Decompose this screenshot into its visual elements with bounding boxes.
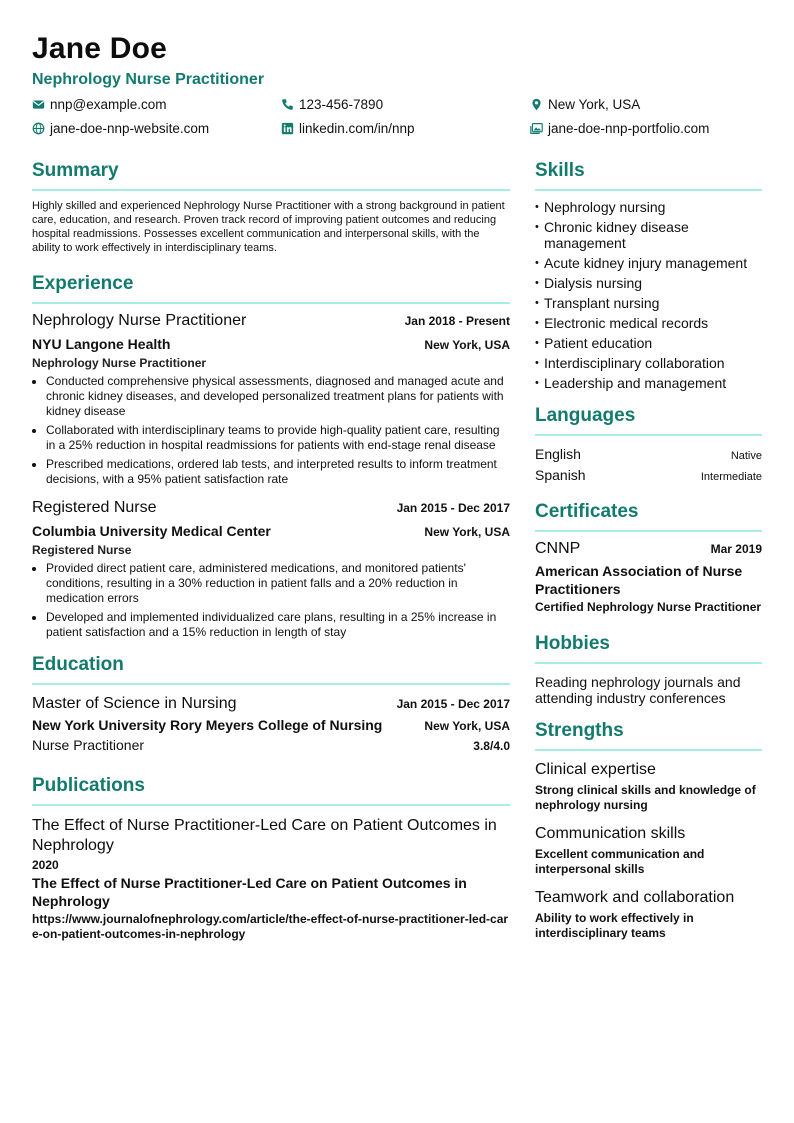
location-text: New York, USA [548,97,641,112]
languages-section [535,405,762,483]
website-text: jane-doe-nnp-website.com [50,121,210,136]
job-role: Registered Nurse [32,543,132,557]
job-title: Nephrology Nurse Practitioner [32,312,247,329]
education-dates: Jan 2015 - Dec 2017 [396,697,510,711]
contact-phone[interactable] [281,97,383,112]
gpa: 3.8/4.0 [473,739,510,753]
certificate-name: CNNP [535,540,581,557]
field-of-study: Nurse Practitioner [32,737,145,753]
contact-linkedin[interactable] [281,121,415,136]
languages-heading: Languages [535,405,762,436]
job-bullet: • Prescribed medications, ordered lab tests, and interpreted results to inform treatment decisions, with a 95% patient satisfaction rate [46,457,510,487]
summary-heading: Summary [32,160,510,191]
strength-title: Teamwork and collaboration [535,889,735,906]
hobby-text: Reading nephrology journals and attending industry conferences [535,674,741,706]
skills-list [535,199,762,391]
language-row [535,446,762,462]
summary-text: Highly skilled and experienced Nephrology Nurse Practitioner with a strong background in patient care, education, and research. Proven track record of improving patient outcomes and reducing hospital readmissions. Possesses excellent communication and interpersonal skills, with the ability to work effectively in interdisciplinary teams. [32,200,505,254]
school-name: New York University Rory Meyers College of Nursing [32,717,383,733]
hobbies-section [535,633,762,706]
certificates-heading: Certificates [535,501,762,532]
job-dates: Jan 2015 - Dec 2017 [396,501,510,515]
globe-icon [32,122,45,135]
phone-icon [281,98,294,111]
certificate-issuer: American Association of Nurse Practitioners [535,563,743,597]
job-bullets [32,561,510,640]
language-name: Spanish [535,467,586,483]
skill-item: • Nephrology nursing [535,199,762,215]
publication-year: 2020 [32,858,59,872]
employer-location: New York, USA [424,525,510,539]
map-pin-icon [530,98,543,111]
envelope-icon [32,98,45,111]
degree-name: Master of Science in Nursing [32,695,237,712]
skill-item: • Acute kidney injury management [535,255,762,271]
skill-item: • Electronic medical records [535,315,762,331]
job-role: Nephrology Nurse Practitioner [32,356,207,370]
skill-item: • Interdisciplinary collaboration [535,355,762,371]
job-bullet: • Conducted comprehensive physical assessments, diagnosed and managed acute and chronic kidney diseases, and developed personalized treatment plans for patients with kidney disease [46,374,510,419]
experience-entry [32,499,510,640]
employer-location: New York, USA [424,338,510,352]
experience-section [32,273,510,640]
hobbies-heading: Hobbies [535,633,762,664]
certificate-date: Mar 2019 [710,542,762,556]
skill-item: • Dialysis nursing [535,275,762,291]
experience-entry [32,312,510,487]
strength-title: Clinical expertise [535,761,656,778]
language-row [535,467,762,483]
skill-item: • Chronic kidney disease management [535,219,762,251]
publications-section [32,775,510,942]
contact-location [530,97,640,112]
linkedin-icon [281,122,294,135]
education-heading: Education [32,654,510,685]
portfolio-image-icon [530,122,543,135]
phone-text: 123-456-7890 [299,97,384,112]
skill-item: • Leadership and management [535,375,762,391]
skill-item: • Transplant nursing [535,295,762,311]
contact-bar [32,97,762,147]
left-column [32,160,510,942]
education-section [32,654,510,753]
employer-name: NYU Langone Health [32,336,171,352]
skill-item: • Patient education [535,335,762,351]
language-level: Intermediate [700,471,762,483]
portfolio-text: jane-doe-nnp-portfolio.com [548,121,710,136]
employer-name: Columbia University Medical Center [32,523,271,539]
publications-heading: Publications [32,775,510,806]
candidate-name: Jane Doe [32,32,167,65]
skills-section [535,160,762,391]
language-level: Native [730,450,762,462]
contact-website[interactable] [32,121,209,136]
contact-portfolio[interactable] [530,121,709,136]
strengths-heading: Strengths [535,720,762,751]
job-title: Registered Nurse [32,499,157,516]
strength-description: Excellent communication and interpersonal skills [535,847,705,876]
certificates-section [535,501,762,615]
job-bullet: • Collaborated with interdisciplinary teams to provide high-quality patient care, resulting in a 25% reduction in hospital readmissions for patients with end-stage renal disease [46,423,510,453]
publication-title: The Effect of Nurse Practitioner-Led Care on Patient Outcomes in Nephrology [32,817,497,854]
strength-title: Communication skills [535,825,686,842]
job-bullet: • Provided direct patient care, administered medications, and monitored patients' conditions, resulting in a 30% reduction in patient falls and a 20% reduction in medication errors [46,561,510,606]
summary-section [32,160,510,255]
right-column [535,160,762,953]
strengths-section [535,720,762,941]
school-location: New York, USA [424,719,510,733]
linkedin-text: linkedin.com/in/nnp [299,121,415,136]
publication-url[interactable]: https://www.journalofnephrology.com/article/the-effect-of-nurse-practitioner-led-care-on-patient-outcomes-in-nephrology [32,912,509,941]
skills-heading: Skills [535,160,762,191]
candidate-title: Nephrology Nurse Practitioner [32,71,265,88]
publication-subtitle: The Effect of Nurse Practitioner-Led Care on Patient Outcomes in Nephrology [32,875,467,909]
strength-description: Ability to work effectively in interdisciplinary teams [535,911,694,940]
certificate-description: Certified Nephrology Nurse Practitioner [535,600,762,614]
strength-description: Strong clinical skills and knowledge of nephrology nursing [535,783,756,812]
experience-heading: Experience [32,273,510,304]
job-dates: Jan 2018 - Present [404,314,510,328]
email-text: nnp@example.com [50,97,167,112]
job-bullets [32,374,510,487]
job-bullet: • Developed and implemented individualized care plans, resulting in a 25% increase in patient satisfaction and a 15% reduction in length of stay [46,610,510,640]
language-name: English [535,446,581,462]
contact-email[interactable] [32,97,167,112]
